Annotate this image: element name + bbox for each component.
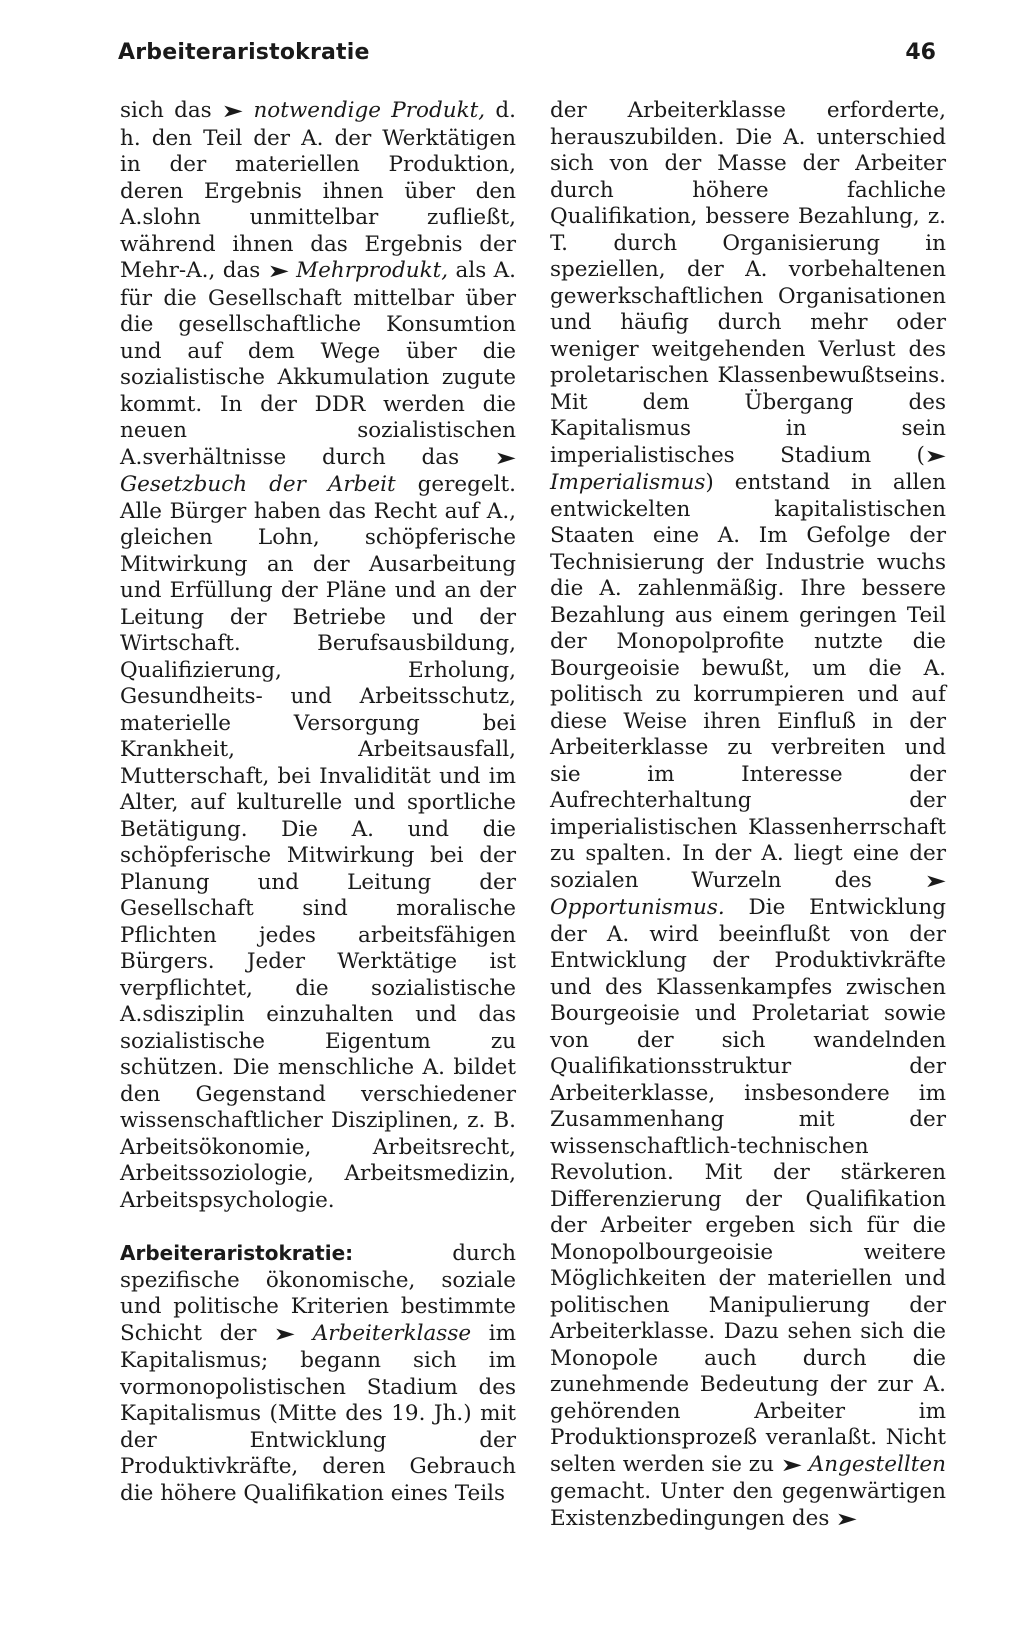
text-run: geregelt. Alle Bürger haben das Recht auf A., gleichen Lohn, schöpferische Mitwirkung an der Ausarbeitung und Erfüllung der Pläne und an der Leitung der Betriebe und der Wirtschaft. Berufsausbildung, Qualifizierung, Erholung, Gesundheits- und Arbeitsschutz, materielle Versorgung bei Krankheit, Arbeitsausfall, Mutterschaft, bei Invalidität und im Alter, auf kulturelle und sportliche Betätigung. Die A. und die schöpferische Mitwirkung bei der Planung und Leitung der Gesellschaft sind moralische Pflichten jedes arbeitsfähigen Bürgers. Jeder Werktätige ist verpflichtet, die sozialistische A.sdisziplin einzuhalten und das sozialistische Eigentum zu schützen. Die menschliche A. bildet den Gegenstand verschiedener wissenschaftlicher Disziplinen, z. B. Arbeitsökonomie, Arbeitsrecht, Arbeitssoziologie, Arbeitsmedizin, Arbeitspsychologie. [120, 472, 516, 1213]
cross-reference-arrow-icon: ➤ [835, 1508, 859, 1530]
cross-reference-link[interactable]: Opportunismus. [550, 895, 725, 920]
cross-reference-link[interactable]: Angestellten [808, 1451, 946, 1477]
cross-reference-link[interactable]: Arbeiterklasse [312, 1320, 472, 1346]
cross-reference-link[interactable]: Mehrprodukt, [296, 258, 449, 283]
text-run: gemacht. Unter den gegenwärtigen Existenzbedingungen des [550, 1479, 946, 1531]
left-column [120, 98, 516, 1507]
text-run: im Kapitalismus; begann sich im vormonopolistischen Stadium des Kapitalismus (Mitte des 19. Jh.) mit der Entwicklung der Produktivkräfte, deren Gebrauch die höhere Qualifikation eines Teils [120, 1320, 516, 1506]
cross-reference-arrow-icon: ➤ [780, 1454, 803, 1476]
running-head-title: Arbeiteraristokratie [118, 40, 370, 65]
cross-reference-link[interactable]: Imperialismus [550, 470, 706, 495]
cross-reference-arrow-icon: ➤ [494, 447, 517, 469]
text-run: ) entstand in allen entwickelten kapitalistischen Staaten eine A. Im Gefolge der Technisierung der Industrie wuchs die A. zahlenmäßig. Ihre bessere Bezahlung aus einem geringen Teil der Monopolprofite nutzte die Bourgeoisie bewußt, um die A. politisch zu korrumpieren und auf diese Weise ihren Einfluß in der Arbeiterklasse zu verbreiten und sie im Interesse der Aufrechterhaltung der imperialistischen Klassenherrschaft zu spalten. In der A. liegt eine der sozialen Wurzeln des [550, 470, 946, 893]
page-number: 46 [905, 40, 936, 65]
cross-reference-arrow-icon: ➤ [221, 101, 244, 122]
entry-arbeiteraristokratie-continuation [550, 98, 946, 1533]
entry-headword: Arbeiteraristokratie: [120, 1241, 354, 1265]
text-run: d. h. den Teil der A. der Werktätigen in der materiellen Produktion, deren Ergebnis ihnen über den A.slohn unmittelbar zufließt, während ihnen das Ergebnis der Mehr-A., das [120, 98, 516, 283]
text-run: durch spezifische ökonomische, soziale und politische Kriterien bestimmte Schicht der [120, 1241, 516, 1346]
entry-arbeit-continuation [120, 98, 516, 1214]
text-run: der Arbeiterklasse erforderte, herauszubilden. Die A. unterschied sich von der Masse der Arbeiter durch höhere fachliche Qualifikation, bessere Bezahlung, z. T. durch Organisierung in speziellen, der A. vorbehaltenen gewerkschaftlichen Organisationen und häufig durch mehr oder weniger weitgehenden Verlust des proletarischen Klassenbewußtseins. Mit dem Übergang des Kapitalismus in sein imperialistisches Stadium ( [550, 98, 946, 468]
cross-reference-arrow-icon: ➤ [924, 445, 947, 467]
text-run: Die Entwicklung der A. wird beeinflußt von der Entwicklung der Produktivkräfte und des Klassenkampfes zwischen Bourgeoisie und Proletariat sowie von der sich wandelnden Qualifikationsstruktur der Arbeiterklasse, insbesondere im Zusammenhang mit der wissenschaftlich-technischen Revolution. Mit der stärkeren Differenzierung der Qualifikation der Arbeiter ergeben sich für die Monopolbourgeoisie weitere Möglichkeiten der materiellen und politischen Manipulierung der Arbeiterklasse. Dazu sehen sich die Monopole auch durch die zunehmende Bedeutung der zur A. gehörenden Arbeiter im Produktionsprozeß veranlaßt. Nicht selten werden sie zu [550, 895, 946, 1477]
entry-arbeiteraristokratie [120, 1240, 516, 1507]
cross-reference-arrow-icon: ➤ [273, 1323, 296, 1345]
text-run: sich das [120, 98, 212, 123]
cross-reference-arrow-icon: ➤ [266, 261, 290, 282]
right-column [550, 98, 946, 1533]
cross-reference-arrow-icon: ➤ [924, 870, 947, 892]
cross-reference-link[interactable]: notwendige Produkt, [253, 98, 486, 123]
cross-reference-link[interactable]: Gesetzbuch der Arbeit [120, 472, 396, 497]
text-run: als A. für die Gesellschaft mittelbar über die gesellschaftliche Konsumtion und auf dem Wege über die sozialistische Akkumulation zugute kommt. In der DDR werden die neuen sozialistischen A.sverhältnisse durch das [120, 258, 516, 470]
